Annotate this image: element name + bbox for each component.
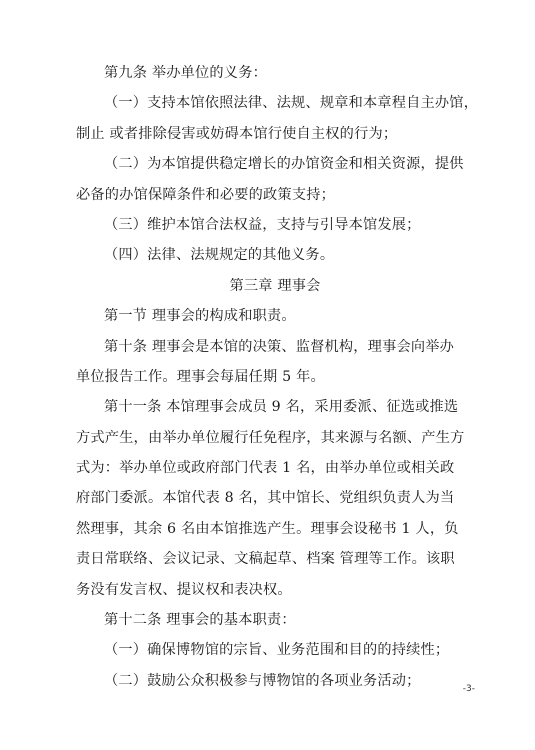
article-11-cont-3: 府部门委派。本馆代表 8 名，其中馆长、党组织负责人为当 [76,490,455,507]
article-9-item-2: （二）为本馆提供稳定增长的办馆资金和相关资源，提供 [104,156,464,173]
article-11-cont-6: 务没有发言权、提议权和表决权。 [76,581,292,598]
article-11-cont-5: 责日常联络、会议记录、文稿起草、档案 管理等工作。该职 [76,551,455,568]
article-11: 第十一条 本馆理事会成员 9 名，采用委派、征选或推选 [104,399,459,416]
document-body [76,58,479,696]
article-9-item-1-cont: 制止 或者排除侵害或妨碍本馆行使自主权的行为； [76,125,398,142]
article-10: 第十条 理事会是本馆的决策、监督机构，理事会向举办 [104,338,455,355]
article-11-cont-1: 方式产生，由举办单位履行任免程序，其来源与名额、产生方 [76,429,465,446]
page-number: -3- [462,684,475,694]
article-9-item-1: （一）支持本馆依照法律、法规、规章和本章程自主办馆， [104,95,479,112]
article-10-cont: 单位报告工作。理事会每届任期 5 年。 [76,368,325,385]
article-9-item-2-cont: 必备的办馆保障条件和必要的政策支持； [76,186,335,203]
article-11-cont-2: 式为：举办单位或政府部门代表 1 名，由举办单位或相关政 [76,460,455,477]
article-12-heading: 第十二条 理事会的基本职责： [104,612,296,629]
article-11-cont-4: 然理事，其余 6 名由本馆推选产生。理事会设秘书 1 人，负 [76,520,459,537]
section-1-heading: 第一节 理事会的构成和职责。 [104,308,296,325]
article-9-item-3: （三）维护本馆合法权益，支持与引导本馆发展； [104,216,421,233]
article-9-item-4: （四）法律、法规规定的其他义务。 [104,247,335,264]
article-9-heading: 第九条 举办单位的义务： [104,65,267,81]
chapter-3-heading: 第三章 理事会 [229,277,321,294]
article-12-item-1: （一）确保博物馆的宗旨、业务范围和目的的持续性； [104,642,450,659]
article-12-item-2: （二）鼓励公众积极参与博物馆的各项业务活动； [104,672,421,689]
